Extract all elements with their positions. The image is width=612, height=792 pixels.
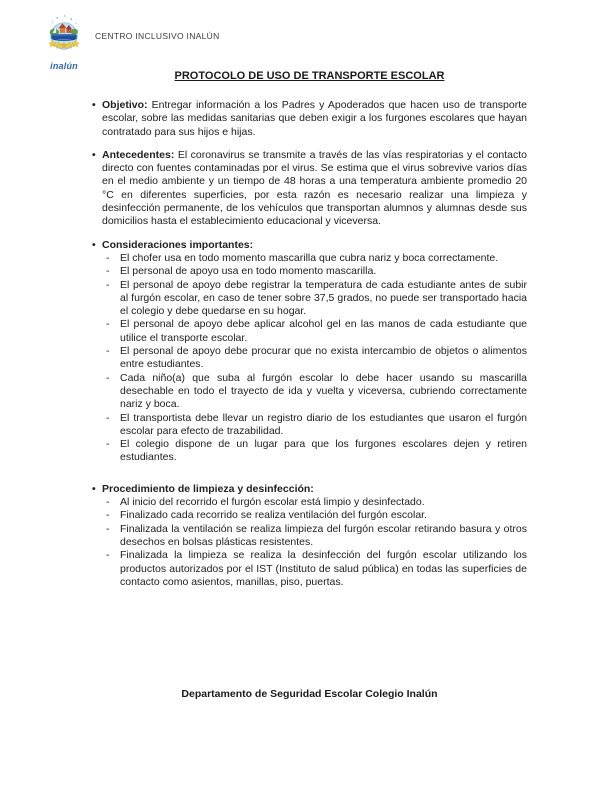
section-paragraph (102, 149, 527, 229)
list-item: - Al inicio del recorrido el furgón escolar está limpio y desinfectado. (102, 496, 527, 509)
list-item: - Cada niño(a) que suba al furgón escolar lo debe hacer usando su mascarilla desechable en todo el trayecto de ida y vuelta y viceversa, cubriendo correctamente nariz y boca. (102, 372, 527, 412)
section-text: El coronavirus se transmite a través de las vías respiratorias y el contacto directo con fuentes contaminadas por el virus. Se estima que el virus sobrevive varios días en el medio ambiente y un tiempo de 48 horas a una temperatura ambiente promedio 20 °C en diferentes superficies, por esta razón es necesario realizar una limpieza y desinfección permanente, de los vehículos que transportan alumnos y alumnas desde sus domicilios hasta el establecimiento educacional y viceversa. (102, 148, 527, 228)
list-item: - El personal de apoyo debe registrar la temperatura de cada estudiante antes de subir al furgón escolar, en caso de tener sobre 37,5 grados, no puede ser transportado hacia el colegio y debe quedarse en su hogar. (102, 279, 527, 319)
section-consideraciones (92, 239, 527, 465)
list-item: - El personal de apoyo usa en todo momento mascarilla. (102, 265, 527, 278)
inalun-logo (44, 14, 84, 71)
org-name: CENTRO INCLUSIVO INALÚN (95, 31, 220, 41)
section-heading (102, 239, 527, 252)
list-item: - Finalizado cada recorrido se realiza ventilación del furgón escolar. (102, 509, 527, 522)
footer-text: Departamento de Seguridad Escolar Colegio Inalún (181, 688, 438, 700)
document-body (92, 0, 527, 599)
list-item: - El chofer usa en todo momento mascarilla que cubra nariz y boca correctamente. (102, 252, 527, 265)
list-item: - Finalizada la ventilación se realiza limpieza del furgón escolar retirando basura y otros desechos en bolsas plásticas resistentes. (102, 523, 527, 550)
section-label: Consideraciones importantes: (102, 238, 254, 251)
list-item: - El colegio dispone de un lugar para que los furgones escolares dejen y retiren estudiantes. (102, 438, 527, 465)
section-paragraph (102, 99, 527, 139)
list-item: - Finalizada la limpieza se realiza la desinfección del furgón escolar utilizando los productos autorizados por el IST (Instituto de salud pública) en todas las superficies de contacto como asientos, manillas, piso, puertas. (102, 549, 527, 589)
section-text: Entregar información a los Padres y Apoderados que hacen uso de transporte escolar, sobre las medidas sanitarias que deben exigir a los furgones escolares que hayan contratado para sus hijos e hijas. (102, 99, 527, 138)
section-label: Antecedentes: (102, 148, 175, 161)
section-label: Objetivo: (102, 99, 148, 111)
document-title: PROTOCOLO DE USO DE TRANSPORTE ESCOLAR (174, 70, 445, 82)
section-label: Procedimiento de limpieza y desinfección: (102, 482, 314, 495)
sections-container (92, 99, 527, 589)
section-procedimiento (92, 483, 527, 589)
section-objetivo (92, 99, 527, 139)
inalun-logo-icon (44, 14, 84, 64)
list-item: - El transportista debe llevar un registro diario de los estudiantes que usaron el furgón escolar para efecto de trazabilidad. (102, 412, 527, 439)
list-item: - El personal de apoyo debe procurar que no exista intercambio de objetos o alimentos entre estudiantes. (102, 345, 527, 372)
logo-caption: inalún (50, 61, 78, 71)
section-antecedentes (92, 149, 527, 229)
section-heading (102, 483, 527, 496)
list-item: - El personal de apoyo debe aplicar alcohol gel en las manos de cada estudiante que utilice el transporte escolar. (102, 318, 527, 345)
